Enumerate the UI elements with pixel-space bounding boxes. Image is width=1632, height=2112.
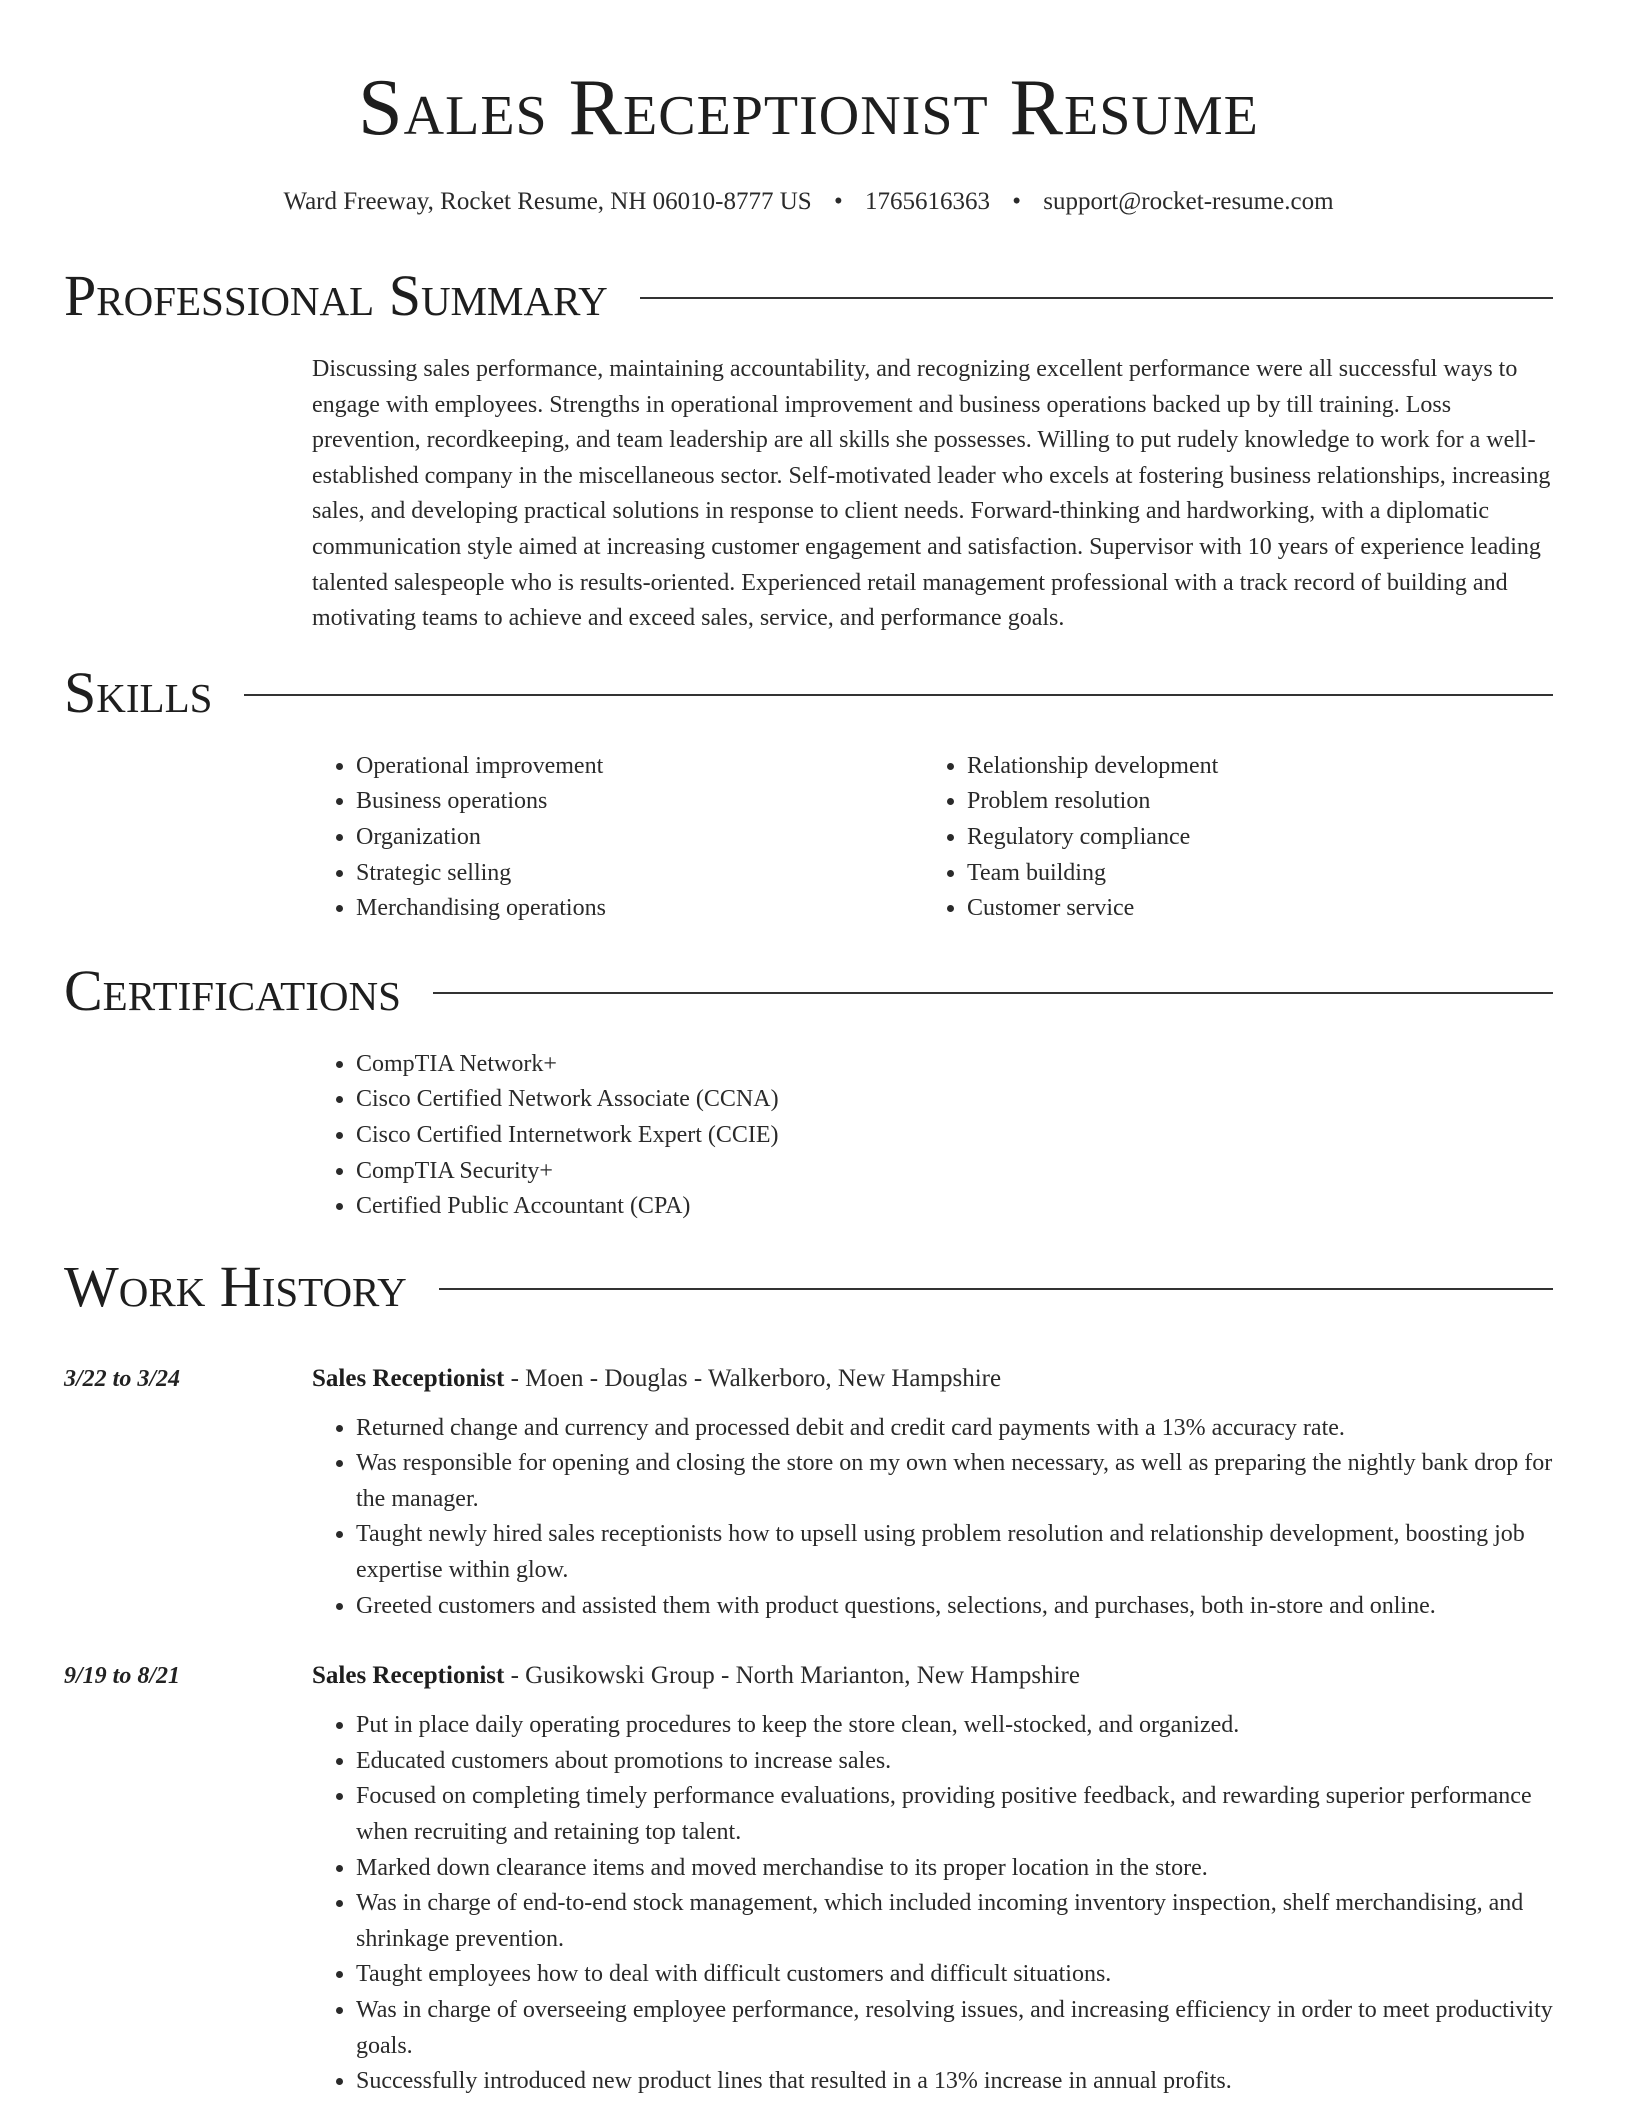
contact-email: support@rocket-resume.com — [1043, 188, 1334, 215]
resume-page — [64, 0, 1553, 2100]
duty-item: • Was in charge of end-to-end stock management, which included incoming inventory inspection, shelf merchandising, and shrinkage prevention. — [356, 1886, 1553, 1957]
skill-item: • Strategic selling — [356, 856, 923, 892]
duty-item: • Greeted customers and assisted them with product questions, selections, and purchases, both in-store and online. — [356, 1589, 1553, 1625]
skill-item: • Operational improvement — [356, 749, 923, 785]
summary-heading: Professional Summary — [64, 263, 608, 328]
job-entry — [64, 1660, 1553, 2100]
certification-item: • Cisco Certified Internetwork Expert (CCIE) — [356, 1118, 1553, 1154]
summary-section — [64, 264, 1553, 637]
duty-item: • Focused on completing timely performance evaluations, providing positive feedback, and rewarding superior performance when recruiting and retaining top talent. — [356, 1779, 1553, 1850]
contact-address: Ward Freeway, Rocket Resume, NH 06010-8777 US — [283, 188, 812, 215]
skills-columns — [312, 749, 1553, 927]
job-title: Sales Receptionist — [312, 1364, 505, 1392]
work-history-section — [64, 1255, 1553, 2100]
skill-item: • Merchandising operations — [356, 891, 923, 927]
job-employer-location: - Gusikowski Group - North Marianton, New Hampshire — [504, 1662, 1080, 1690]
skill-item: • Organization — [356, 820, 923, 856]
certification-item: • CompTIA Network+ — [356, 1047, 1553, 1083]
work-history-heading: Work History — [64, 1253, 407, 1319]
duty-item: • Taught newly hired sales receptionists how to upsell using problem resolution and relationship development, boosting job expertise within glow. — [356, 1517, 1553, 1588]
skill-item: • Customer service — [967, 891, 1534, 927]
certifications-section — [64, 959, 1553, 1225]
work-history-heading-row — [64, 1255, 1553, 1319]
skills-column-right — [923, 749, 1534, 927]
job-duties — [312, 1708, 1553, 2100]
section-divider — [640, 297, 1553, 299]
contact-separator: • — [833, 188, 843, 215]
certifications-list — [312, 1047, 1553, 1225]
section-divider — [439, 1288, 1553, 1290]
job-dates: 3/22 to 3/24 — [64, 1365, 181, 1392]
skills-heading-row — [64, 661, 1553, 725]
job-dates: 9/19 to 8/21 — [64, 1663, 181, 1690]
job-entry — [64, 1363, 1553, 1625]
duty-item: • Educated customers about promotions to increase sales. — [356, 1744, 1553, 1780]
contact-line — [64, 186, 1553, 218]
contact-separator: • — [1012, 188, 1021, 215]
job-title: Sales Receptionist — [312, 1662, 505, 1690]
contact-phone: 1765616363 — [864, 188, 990, 215]
certification-item: • Certified Public Accountant (CPA) — [356, 1189, 1553, 1225]
skill-item: • Problem resolution — [967, 784, 1534, 820]
duty-item: • Was in charge of overseeing employee performance, resolving issues, and increasing efficiency in order to meet productivity goals. — [356, 1993, 1553, 2064]
skill-item: • Business operations — [356, 784, 923, 820]
duty-item: • Returned change and currency and processed debit and credit card payments with a 13% accuracy rate. — [356, 1411, 1553, 1447]
duty-item: • Put in place daily operating procedures to keep the store clean, well-stocked, and organized. — [356, 1708, 1553, 1744]
summary-text: Discussing sales performance, maintaining accountability, and recognizing excellent performance were all successful ways to engage with employees. Strengths in operational improvement and business operations backed up by till training. Loss prevention, recordkeeping, and team leadership are all skills she possesses. Willing to put rudely knowledge to work for a well-established company in the miscellaneous sector. Self-motivated leader who excels at fostering business relationships, increasing sales, and developing practical solutions in response to client needs. Forward-thinking and hardworking, with a diplomatic communication style aimed at increasing customer engagement and satisfaction. Supervisor with 10 years of experience leading talented salespeople who is results-oriented. Experienced retail management professional with a track record of building and motivating teams to achieve and exceed sales, service, and performance goals. — [312, 356, 1551, 632]
certifications-heading-row — [64, 959, 1553, 1023]
duty-item: • Marked down clearance items and moved merchandise to its proper location in the store. — [356, 1851, 1553, 1887]
skills-section — [64, 661, 1553, 927]
duty-item: • Was responsible for opening and closing the store on my own when necessary, as well as preparing the nightly bank drop for the manager. — [356, 1446, 1553, 1517]
duty-item: • Taught employees how to deal with difficult customers and difficult situations. — [356, 1957, 1553, 1993]
certification-item: • CompTIA Security+ — [356, 1154, 1553, 1190]
job-duties — [312, 1411, 1553, 1625]
skills-heading: Skills — [64, 659, 213, 725]
section-divider — [433, 992, 1553, 994]
skills-column-left — [312, 749, 923, 927]
skill-item: • Regulatory compliance — [967, 820, 1534, 856]
job-heading — [312, 1660, 1553, 1692]
section-divider — [244, 694, 1553, 696]
skill-item: • Relationship development — [967, 749, 1534, 785]
duty-item: • Successfully introduced new product lines that resulted in a 13% increase in annual profits. — [356, 2064, 1553, 2100]
resume-title: Sales Receptionist Resume — [358, 64, 1259, 152]
summary-heading-row — [64, 264, 1553, 328]
job-employer-location: - Moen - Douglas - Walkerboro, New Hampshire — [504, 1364, 1002, 1392]
certifications-heading: Certifications — [64, 957, 401, 1023]
job-heading — [312, 1363, 1553, 1395]
skill-item: • Team building — [967, 856, 1534, 892]
certification-item: • Cisco Certified Network Associate (CCNA) — [356, 1082, 1553, 1118]
